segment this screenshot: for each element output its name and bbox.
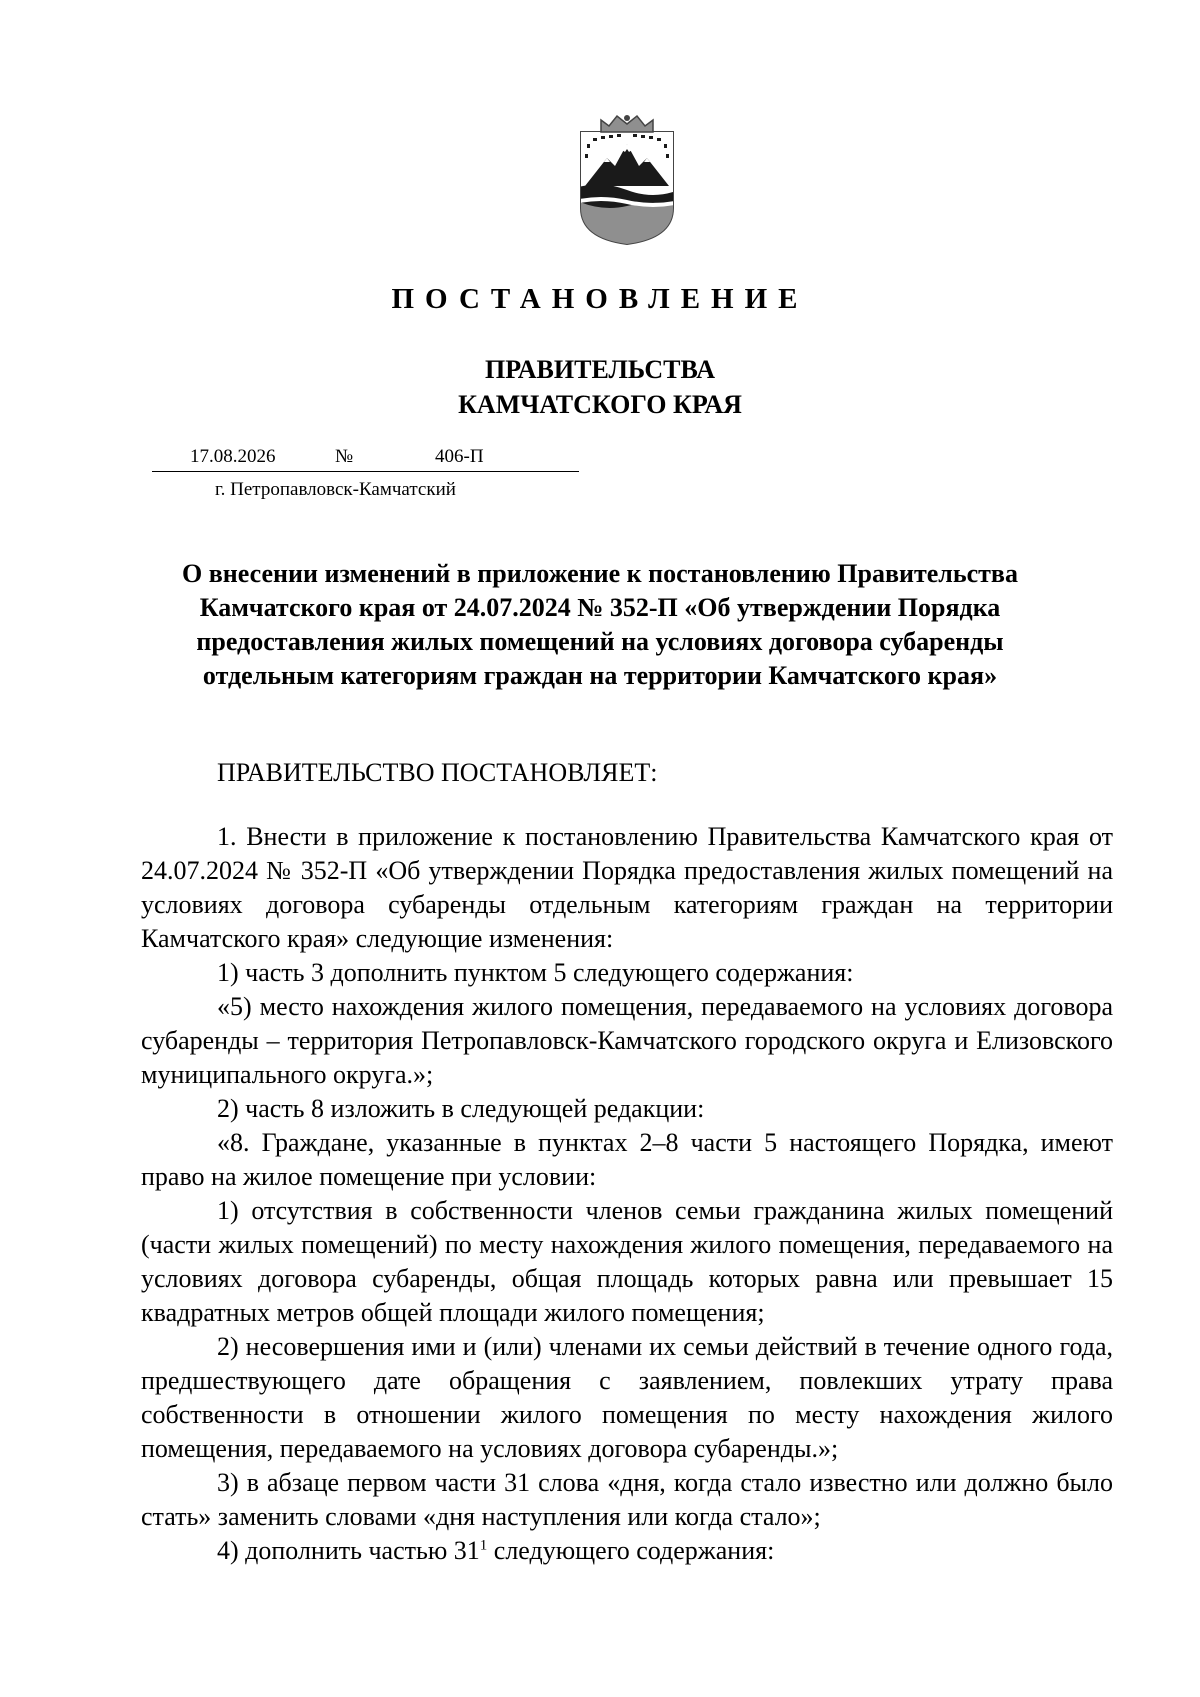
- body-paragraph: «8. Граждане, указанные в пунктах 2–8 части 5 настоящего Порядка, имеют право на жилое помещение при условии:: [141, 1128, 1113, 1191]
- body-paragraph: 1) отсутствия в собственности членов семьи гражданина жилых помещений (части жилых помещений) по месту нахождения жилого помещения, передаваемого на условиях договора субаренды, общая площадь которых равна или превышает 15 квадратных метров общей площади жилого помещения;: [141, 1196, 1113, 1327]
- body-paragraph: [141, 1534, 1113, 1568]
- superscript-index: 1: [479, 1537, 488, 1554]
- paragraph-text: следующего содержания:: [487, 1536, 775, 1565]
- subject-line: Камчатского края от 24.07.2024 № 352-П «Об утверждении Порядка: [199, 593, 1001, 622]
- number-sign: №: [335, 446, 354, 467]
- document-type-title: ПОСТАНОВЛЕНИЕ: [391, 283, 809, 315]
- body-paragraph: 1) часть 3 дополнить пунктом 5 следующего содержания:: [217, 958, 854, 987]
- coat-of-arms-icon: [575, 110, 679, 246]
- city-name: г. Петропавловск-Камчатский: [215, 479, 456, 500]
- body-paragraph: «5) место нахождения жилого помещения, передаваемого на условиях договора субаренды – территория Петропавловск-Камчатского городского округа и Елизовского муниципального округа.»;: [141, 992, 1113, 1089]
- authority-line: ПРАВИТЕЛЬСТВА: [485, 355, 715, 384]
- issuing-authority: [0, 352, 1200, 422]
- subject-line: предоставления жилых помещений на условиях договора субаренды: [196, 627, 1004, 656]
- subject-line: отдельным категориям граждан на территории Камчатского края»: [202, 661, 998, 690]
- paragraph-text: 4) дополнить частью 31: [217, 1536, 480, 1565]
- decree-statement: ПРАВИТЕЛЬСТВО ПОСТАНОВЛЯЕТ:: [217, 758, 658, 787]
- document-subject: [150, 557, 1050, 693]
- body-paragraph: 2) несовершения ими и (или) членами их семьи действий в течение одного года, предшествующего дате обращения с заявлением, повлекших утрату права собственности в отношении жилого помещения по месту нахождения жилого помещения, передаваемого на условиях договора субаренды.»;: [141, 1332, 1113, 1463]
- subject-line: О внесении изменений в приложение к постановлению Правительства: [182, 559, 1018, 588]
- document-number: 406-П: [435, 446, 484, 467]
- document-date: 17.08.2026: [190, 446, 276, 467]
- document-body: [141, 820, 1113, 1568]
- body-paragraph: 2) часть 8 изложить в следующей редакции:: [217, 1094, 705, 1123]
- body-paragraph: 1. Внести в приложение к постановлению Правительства Камчатского края от 24.07.2024 № 352-П «Об утверждении Порядка предоставления жилых помещений на условиях договора субаренды отдельным категориям граждан на территории Камчатского края» следующие изменения:: [141, 822, 1113, 953]
- registration-line: [152, 446, 579, 472]
- authority-line: КАМЧАТСКОГО КРАЯ: [458, 390, 742, 419]
- body-paragraph: 3) в абзаце первом части 31 слова «дня, когда стало известно или должно было стать» заменить словами «дня наступления или когда стало»;: [141, 1468, 1113, 1531]
